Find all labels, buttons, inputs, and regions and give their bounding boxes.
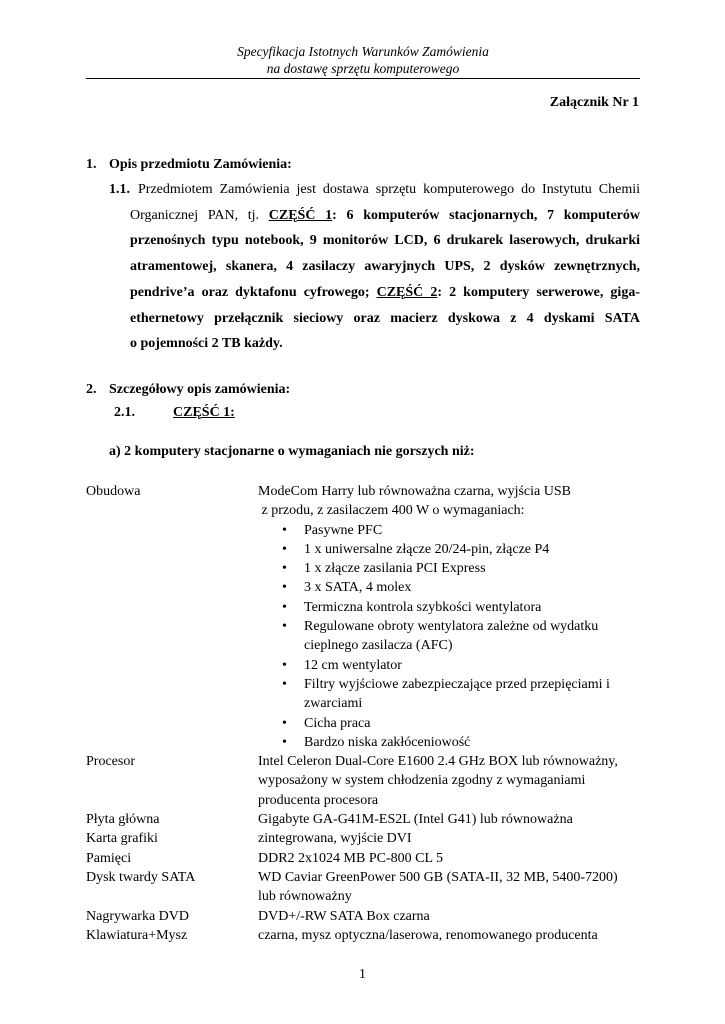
spec-row-case [86,482,646,752]
spec-row-hdd [86,868,646,907]
spec-value [258,752,646,810]
spec-value [258,810,646,829]
spec-row-cpu [86,752,646,810]
list-item [258,559,646,578]
list-item [258,656,646,675]
spec-value [258,849,646,868]
section2-1-title: CZĘŚĆ 1: [173,405,235,420]
section2-1-number: 2.1. [114,405,135,420]
list-item [258,733,646,752]
spec-label: Dysk twardy SATA [86,869,196,885]
part2-ref: CZĘŚĆ 2 [376,284,438,300]
spec-label: Nagrywarka DVD [86,908,190,924]
spec-label: Procesor [86,754,135,770]
spec-row-mainboard [86,810,646,829]
item-a-heading: a) 2 komputery stacjonarne o wymaganiach nie gorszych niż: [109,444,475,459]
para-text: Przedmiotem Zamówienia jest dostawa sprzętu komputerowego do Instytutu Chemii [138,182,640,197]
spec-label: Obudowa [86,484,141,499]
para-line-1 [130,177,640,203]
spec-value [258,829,646,848]
spec-value [258,907,646,926]
spec-row-keyboard-mouse [86,926,646,945]
spec-line: wyposażony w system chłodzenia zgodny z wymaganiami [258,773,586,789]
list-item-text: • 1 x złącze zasilania PCI Express [304,561,486,577]
para-text: Organicznej PAN, tj. [130,207,269,223]
spec-line: WD Caviar GreenPower 500 GB (SATA-II, 32 MB, 5400-7200) [258,869,618,885]
spec-row-gpu [86,829,646,848]
spec-label: Karta grafiki [86,831,158,847]
spec-line: Gigabyte GA-G41M-ES2L (Intel G41) lub równoważna [258,812,573,828]
header-subtitle: na dostawę sprzętu komputerowego [266,61,460,76]
list-item-text: • Regulowane obroty wentylatora zależne od wydatku [304,619,599,635]
list-item [258,675,646,714]
section2-title: Szczegółowy opis zamówienia: [109,382,291,397]
header-title: Specyfikacja Istotnych Warunków Zamówienia [237,44,489,59]
spec-line: producenta procesora [258,792,379,808]
list-item [258,714,646,733]
section1-title: Opis przedmiotu Zamówienia: [109,157,292,172]
list-item-text: • Cicha praca [304,715,371,731]
list-item [258,578,646,597]
spec-label: Klawiatura+Mysz [86,927,188,943]
list-item-text: • Termiczna kontrola szybkości wentylatora [304,599,542,615]
list-item [258,521,646,540]
psu-requirements-list [258,521,646,753]
list-item-text: • Pasywne PFC [304,522,383,538]
header-divider [86,78,640,79]
spec-label: Płyta główna [86,812,160,828]
list-item-text: • 3 x SATA, 4 molex [304,580,412,596]
list-item-text: • 12 cm wentylator [304,657,402,673]
para-text: pendrive’a oraz dyktafonu cyfrowego; [130,284,377,300]
spec-line: z przodu, z zasilaczem 400 W o wymaganiach: [258,503,525,519]
section1-1-paragraph [130,177,640,357]
list-item [258,598,646,617]
list-item-text: • Filtry wyjściowe zabezpieczające przed przepięciami i [304,676,610,692]
spec-label: Pamięci [86,850,132,866]
list-item [258,540,646,559]
spec-row-ram [86,849,646,868]
spec-line: czarna, mysz optyczna/laserowa, renomowanego producenta [258,927,598,943]
spec-table [86,482,646,945]
list-item-text: zwarciami [304,696,363,712]
spec-value [258,482,646,752]
para-text: : 2 komputery serwerowe, giga- [437,284,640,300]
annex-label: Załącznik Nr 1 [549,95,639,110]
spec-value [258,868,646,907]
para-line-6: ethernetowy przełącznik sieciowy oraz macierz dyskowa z 4 dyskami SATA [130,310,640,326]
para-line-3: przenośnych typu notebook, 9 monitorów LCD, 6 drukarek laserowych, drukarki [130,233,640,249]
page-number: 1 [359,967,366,982]
section1-1-number: 1.1. [109,182,130,197]
spec-line: zintegrowana, wyjście DVI [258,831,412,847]
list-item-text: cieplnego zasilacza (AFC) [304,638,453,654]
para-line-4: atramentowej, skanera, 4 zasilaczy awaryjnych UPS, 2 dysków zewnętrznych, [130,259,640,275]
spec-line: ModeCom Harry lub równoważna czarna, wyjścia USB [258,484,571,499]
spec-line: DDR2 2x1024 MB PC-800 CL 5 [258,850,444,866]
list-item [258,617,646,656]
spec-row-dvd [86,907,646,926]
spec-line: DVD+/-RW SATA Box czarna [258,908,430,924]
para-line-7: o pojemności 2 TB każdy. [130,336,283,352]
spec-line: lub równoważny [258,889,352,905]
para-line-2 [130,203,640,229]
list-item-text: • Bardzo niska zakłóceniowość [304,734,471,750]
part1-ref: CZĘŚĆ 1 [268,207,333,223]
section2-number: 2. [86,382,97,397]
para-text: : 6 komputerów stacjonarnych, 7 komputerów [332,207,640,223]
section1-number: 1. [86,157,97,172]
spec-value [258,926,646,945]
para-line-5 [130,280,640,306]
list-item-text: • 1 x uniwersalne złącze 20/24-pin, złącze P4 [304,541,550,557]
spec-line: Intel Celeron Dual-Core E1600 2.4 GHz BOX lub równoważny, [258,754,618,770]
